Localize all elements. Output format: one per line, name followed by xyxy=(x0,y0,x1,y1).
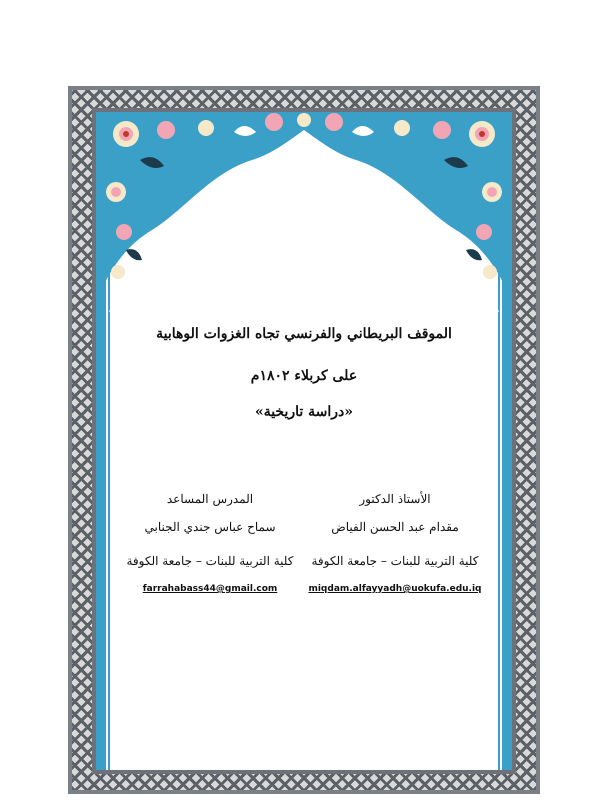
author-1-name: مقدام عبد الحسن الفياض xyxy=(331,520,459,534)
author-1-email[interactable]: miqdam.alfayyadh@uokufa.edu.iq xyxy=(308,584,482,594)
arch-ornament xyxy=(96,112,512,770)
author-1-role: الأستاذ الدكتور xyxy=(359,492,431,506)
title-line-3: «دراسة تاريخية» xyxy=(254,404,354,420)
title-line-2: على كربلاء ١٨٠٢م xyxy=(250,368,358,384)
author-2-role: المدرس المساعد xyxy=(166,492,254,506)
author-1-affiliation: كلية التربية للبنات – جامعة الكوفة xyxy=(311,554,479,568)
author-2-name: سماح عباس جندي الجنابي xyxy=(144,520,276,534)
author-2-affiliation: كلية التربية للبنات – جامعة الكوفة xyxy=(126,554,294,568)
title-panel xyxy=(96,112,512,770)
title-line-1: الموقف البريطاني والفرنسي تجاه الغزوات الوهابية xyxy=(156,326,452,342)
author-2-email[interactable]: farrahabass44@gmail.com xyxy=(142,584,278,594)
